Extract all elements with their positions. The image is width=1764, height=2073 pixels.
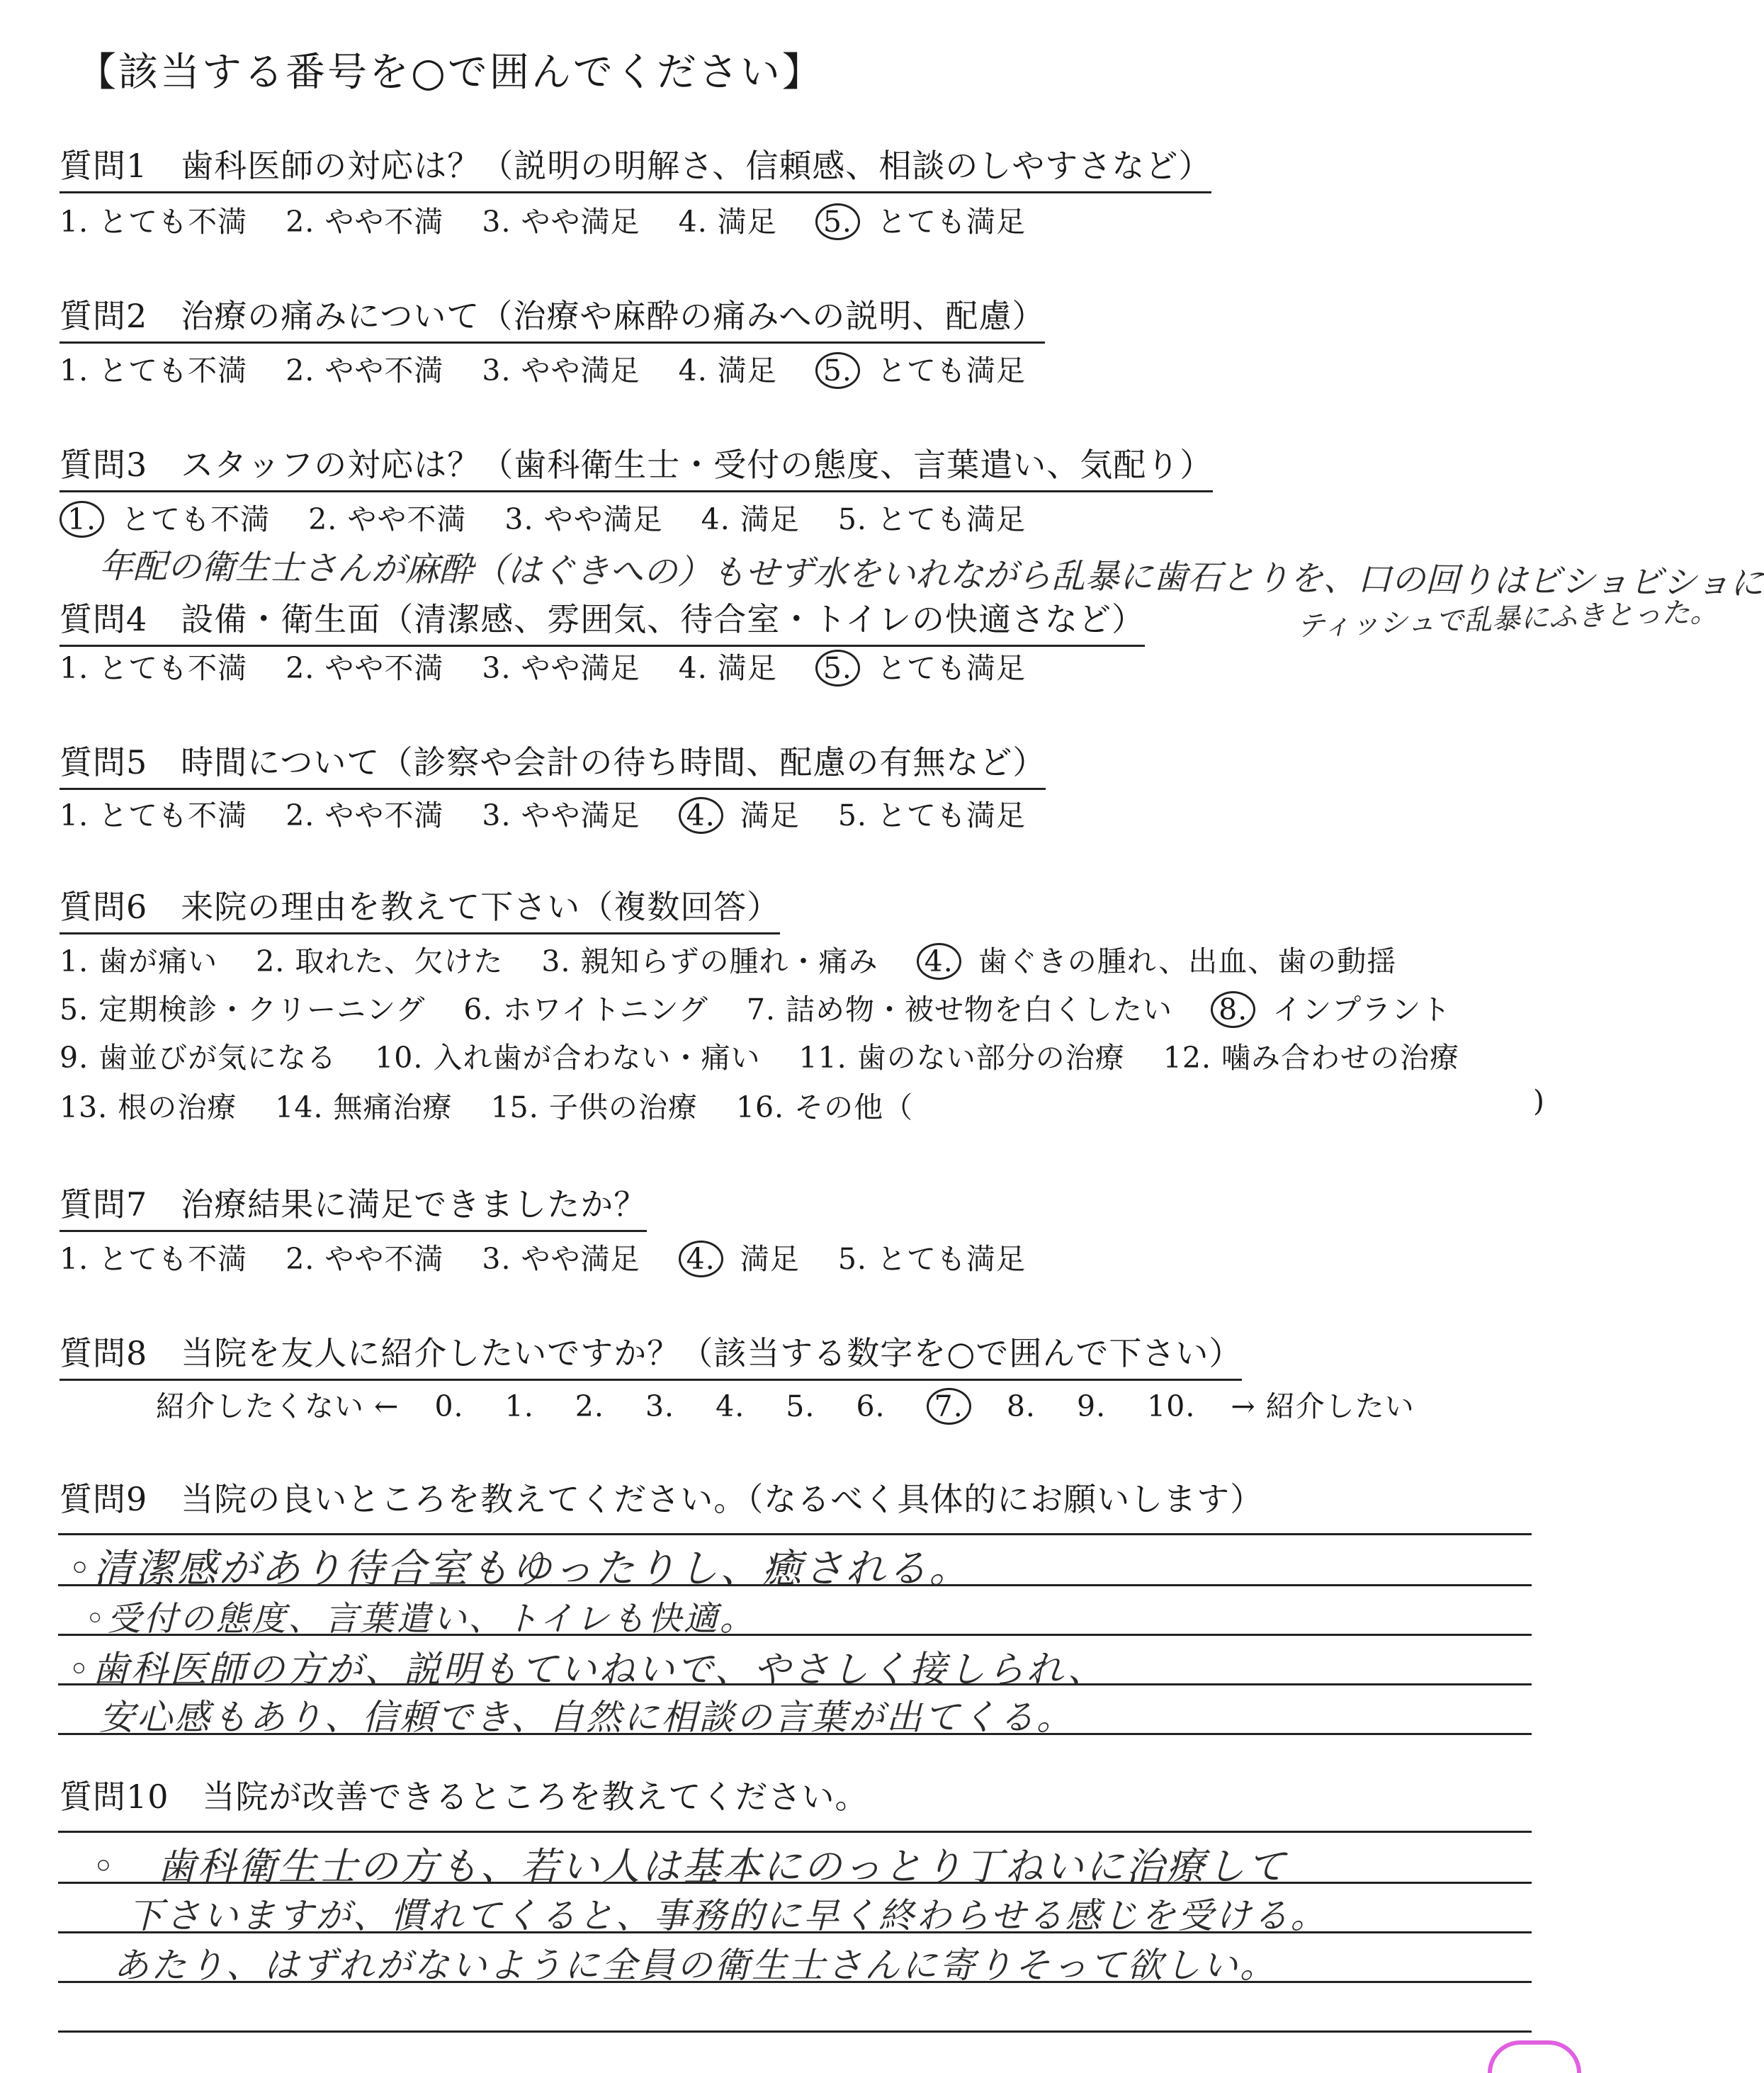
q6-option-10[interactable]: 10. 入れ歯が合わない・痛い (375, 1041, 761, 1075)
q6-option-6[interactable]: 6. ホワイトニング (463, 993, 708, 1027)
q2-option-1[interactable]: 1. とても不満 (60, 354, 248, 388)
q3-option-4[interactable]: 4. 満足 (701, 502, 800, 536)
q6-option-9[interactable]: 9. 歯並びが気になる (60, 1041, 337, 1075)
q6-option-4-label: 歯ぐきの腫れ、出血、歯の動揺 (978, 944, 1397, 978)
q2-option-3[interactable]: 3. やや満足 (482, 354, 640, 388)
q4-option-5-label: とても満足 (876, 651, 1026, 685)
q1-option-1[interactable]: 1. とても不満 (60, 205, 248, 239)
q7-option-5[interactable]: 5. とても満足 (837, 1242, 1026, 1276)
question-3-heading: 質問3 スタッフの対応は？（歯科衛生士・受付の態度、言葉遣い、気配り） (60, 439, 1213, 492)
q3-option-1-circled[interactable]: 1. (60, 501, 104, 538)
question-4-options (60, 645, 1054, 687)
question-4-heading: 質問4 設備・衛生面（清潔感、雰囲気、待合室・トイレの快適さなど） (60, 594, 1145, 647)
q10-answer-rule-1 (58, 1831, 1532, 1833)
question-5-options (60, 792, 1054, 834)
q6-option-3[interactable]: 3. 親知らずの腫れ・痛み (541, 944, 878, 978)
q5-option-2[interactable]: 2. やや不満 (285, 798, 444, 832)
q6-option-5[interactable]: 5. 定期検診・クリーニング (60, 993, 426, 1027)
q4-option-2[interactable]: 2. やや不満 (285, 651, 444, 685)
q8-scale-3[interactable]: 3. (645, 1389, 675, 1423)
q2-option-4[interactable]: 4. 満足 (678, 354, 777, 388)
q1-option-5-label: とても満足 (876, 205, 1026, 239)
q8-scale-10[interactable]: 10. (1147, 1389, 1196, 1423)
q1-option-5-circled[interactable]: 5. (815, 203, 860, 240)
q6-option-8-label: インプラント (1272, 993, 1452, 1027)
q6-option-12[interactable]: 12. 噛み合わせの治療 (1163, 1041, 1460, 1075)
q6-option-11[interactable]: 11. 歯のない部分の治療 (798, 1041, 1125, 1075)
question-2-options (60, 347, 1054, 389)
q8-scale-8[interactable]: 8. (1006, 1389, 1036, 1423)
q8-scale-6[interactable]: 6. (856, 1389, 886, 1423)
q3-handwritten-comment-line2: ティッシュで乱暴にふきとった。 (1296, 595, 1719, 643)
question-8-scale (156, 1383, 1443, 1425)
question-6-heading: 質問6 来院の理由を教えて下さい（複数回答） (60, 881, 780, 934)
question-6-row-2 (60, 986, 1479, 1028)
q5-option-5[interactable]: 5. とても満足 (837, 798, 1026, 832)
q6-option-14[interactable]: 14. 無痛治療 (275, 1090, 453, 1124)
question-8-heading: 質問8 当院を友人に紹介したいですか？（該当する数字を○で囲んで下さい） (60, 1328, 1242, 1381)
q6-option-15[interactable]: 15. 子供の治療 (490, 1090, 698, 1124)
q6-option-13[interactable]: 13. 根の治療 (60, 1090, 237, 1124)
q1-option-3[interactable]: 3. やや満足 (482, 205, 640, 239)
q8-scale-7-circled[interactable]: 7. (927, 1388, 971, 1425)
q5-option-3[interactable]: 3. やや満足 (482, 798, 640, 832)
question-7-heading: 質問7 治療結果に満足できましたか？ (60, 1179, 647, 1232)
q1-option-2[interactable]: 2. やや不満 (285, 205, 444, 239)
q7-option-4-circled[interactable]: 4. (679, 1241, 723, 1277)
question-2-heading: 質問2 治療の痛みについて（治療や麻酔の痛みへの説明、配慮） (60, 290, 1045, 344)
q8-scale-5[interactable]: 5. (786, 1389, 815, 1423)
q7-option-2[interactable]: 2. やや不満 (285, 1242, 444, 1276)
q2-option-5-circled[interactable]: 5. (815, 352, 860, 389)
q3-handwritten-comment-line1: 年配の衛生士さんが麻酔（はぐきへの）もせず水をいれながら乱暴に歯石とりを、口の回りはビショビショに (98, 546, 1764, 604)
q6-option-8-circled[interactable]: 8. (1211, 991, 1255, 1028)
q5-option-4-circled[interactable]: 4. (679, 797, 723, 834)
q8-scale-0[interactable]: 0. (434, 1389, 464, 1423)
q3-option-2[interactable]: 2. やや不満 (308, 502, 467, 536)
page-title: 【該当する番号を○で囲んでください】 (77, 50, 824, 96)
q4-option-5-circled[interactable]: 5. (815, 650, 860, 687)
question-6-row-1 (60, 938, 1425, 980)
q6-option-7[interactable]: 7. 詰め物・被せ物を白くしたい (746, 993, 1173, 1027)
q5-option-4-label: 満足 (740, 798, 800, 832)
q9-handwritten-line-4: 安心感もあり、信頼でき、自然に相談の言葉が出てくる。 (99, 1697, 1074, 1738)
q8-scale-2[interactable]: 2. (575, 1389, 604, 1423)
q1-option-4[interactable]: 4. 満足 (678, 205, 777, 239)
q8-right-label: → 紹介したい (1231, 1389, 1415, 1423)
q9-answer-rule-1 (58, 1533, 1532, 1535)
question-5-heading: 質問5 時間について（診察や会計の待ち時間、配慮の有無など） (60, 737, 1046, 790)
q8-scale-9[interactable]: 9. (1076, 1389, 1107, 1423)
q8-left-label: 紹介したくない ← (156, 1389, 400, 1423)
q8-scale-4[interactable]: 4. (716, 1389, 745, 1423)
q3-option-3[interactable]: 3. やや満足 (504, 502, 663, 536)
q6-option-16[interactable]: 16. その他（ (735, 1090, 914, 1124)
q6-option-4-circled[interactable]: 4. (917, 943, 961, 980)
q3-option-5[interactable]: 5. とても満足 (837, 502, 1026, 536)
q7-option-1[interactable]: 1. とても不満 (60, 1242, 248, 1276)
q2-option-5-label: とても満足 (876, 354, 1026, 388)
q10-handwritten-line-2: 下さいますが、慣れてくると、事務的に早く終わらせる感じを受ける。 (128, 1895, 1328, 1936)
q7-option-3[interactable]: 3. やや満足 (482, 1242, 640, 1276)
question-6-row-3 (60, 1034, 1488, 1076)
q10-handwritten-line-1: ◦ 歯科衛生士の方も、若い人は基本にのっとり丁ねいに治療して (92, 1844, 1288, 1889)
q10-handwritten-line-3: あたり、はずれがないように全員の衛生士さんに寄りそって欲しい。 (113, 1945, 1277, 1986)
q4-option-4[interactable]: 4. 満足 (678, 651, 777, 685)
q5-option-1[interactable]: 1. とても不満 (60, 798, 248, 832)
question-1-heading: 質問1 歯科医師の対応は？（説明の明解さ、信頼感、相談のしやすさなど） (60, 140, 1211, 193)
question-3-options (60, 496, 1054, 538)
q10-answer-rule-5 (58, 2030, 1532, 2033)
pink-marker-stroke (1488, 2040, 1581, 2073)
q4-option-3[interactable]: 3. やや満足 (482, 651, 640, 685)
q3-option-1-label: とても不満 (121, 502, 271, 536)
question-7-options (60, 1236, 1054, 1277)
question-9-heading: 質問9 当院の良いところを教えてください。（なるべく具体的にお願いします） (60, 1480, 1264, 1518)
q6-option-2[interactable]: 2. 取れた、欠けた (256, 944, 504, 978)
q6-other-close-paren: ) (1533, 1084, 1545, 1118)
q9-handwritten-line-1: ◦清潔感があり待合室もゆったりし、癒される。 (68, 1546, 971, 1592)
q4-option-1[interactable]: 1. とても不満 (60, 651, 248, 685)
question-1-options (60, 198, 1054, 240)
question-6-row-4 (60, 1084, 942, 1126)
q9-handwritten-line-3: ◦歯科医師の方が、説明もていねいで、やさしく接しられ、 (68, 1649, 1107, 1691)
q9-handwritten-line-2: ◦受付の態度、言葉遣い、トイレも快適。 (85, 1599, 756, 1639)
q7-option-4-label: 満足 (740, 1242, 800, 1276)
question-10-heading: 質問10 当院が改善できるところを教えてください。 (60, 1778, 869, 1816)
q2-option-2[interactable]: 2. やや不満 (285, 354, 444, 388)
q8-scale-1[interactable]: 1. (504, 1389, 534, 1423)
q6-option-1[interactable]: 1. 歯が痛い (60, 944, 218, 978)
